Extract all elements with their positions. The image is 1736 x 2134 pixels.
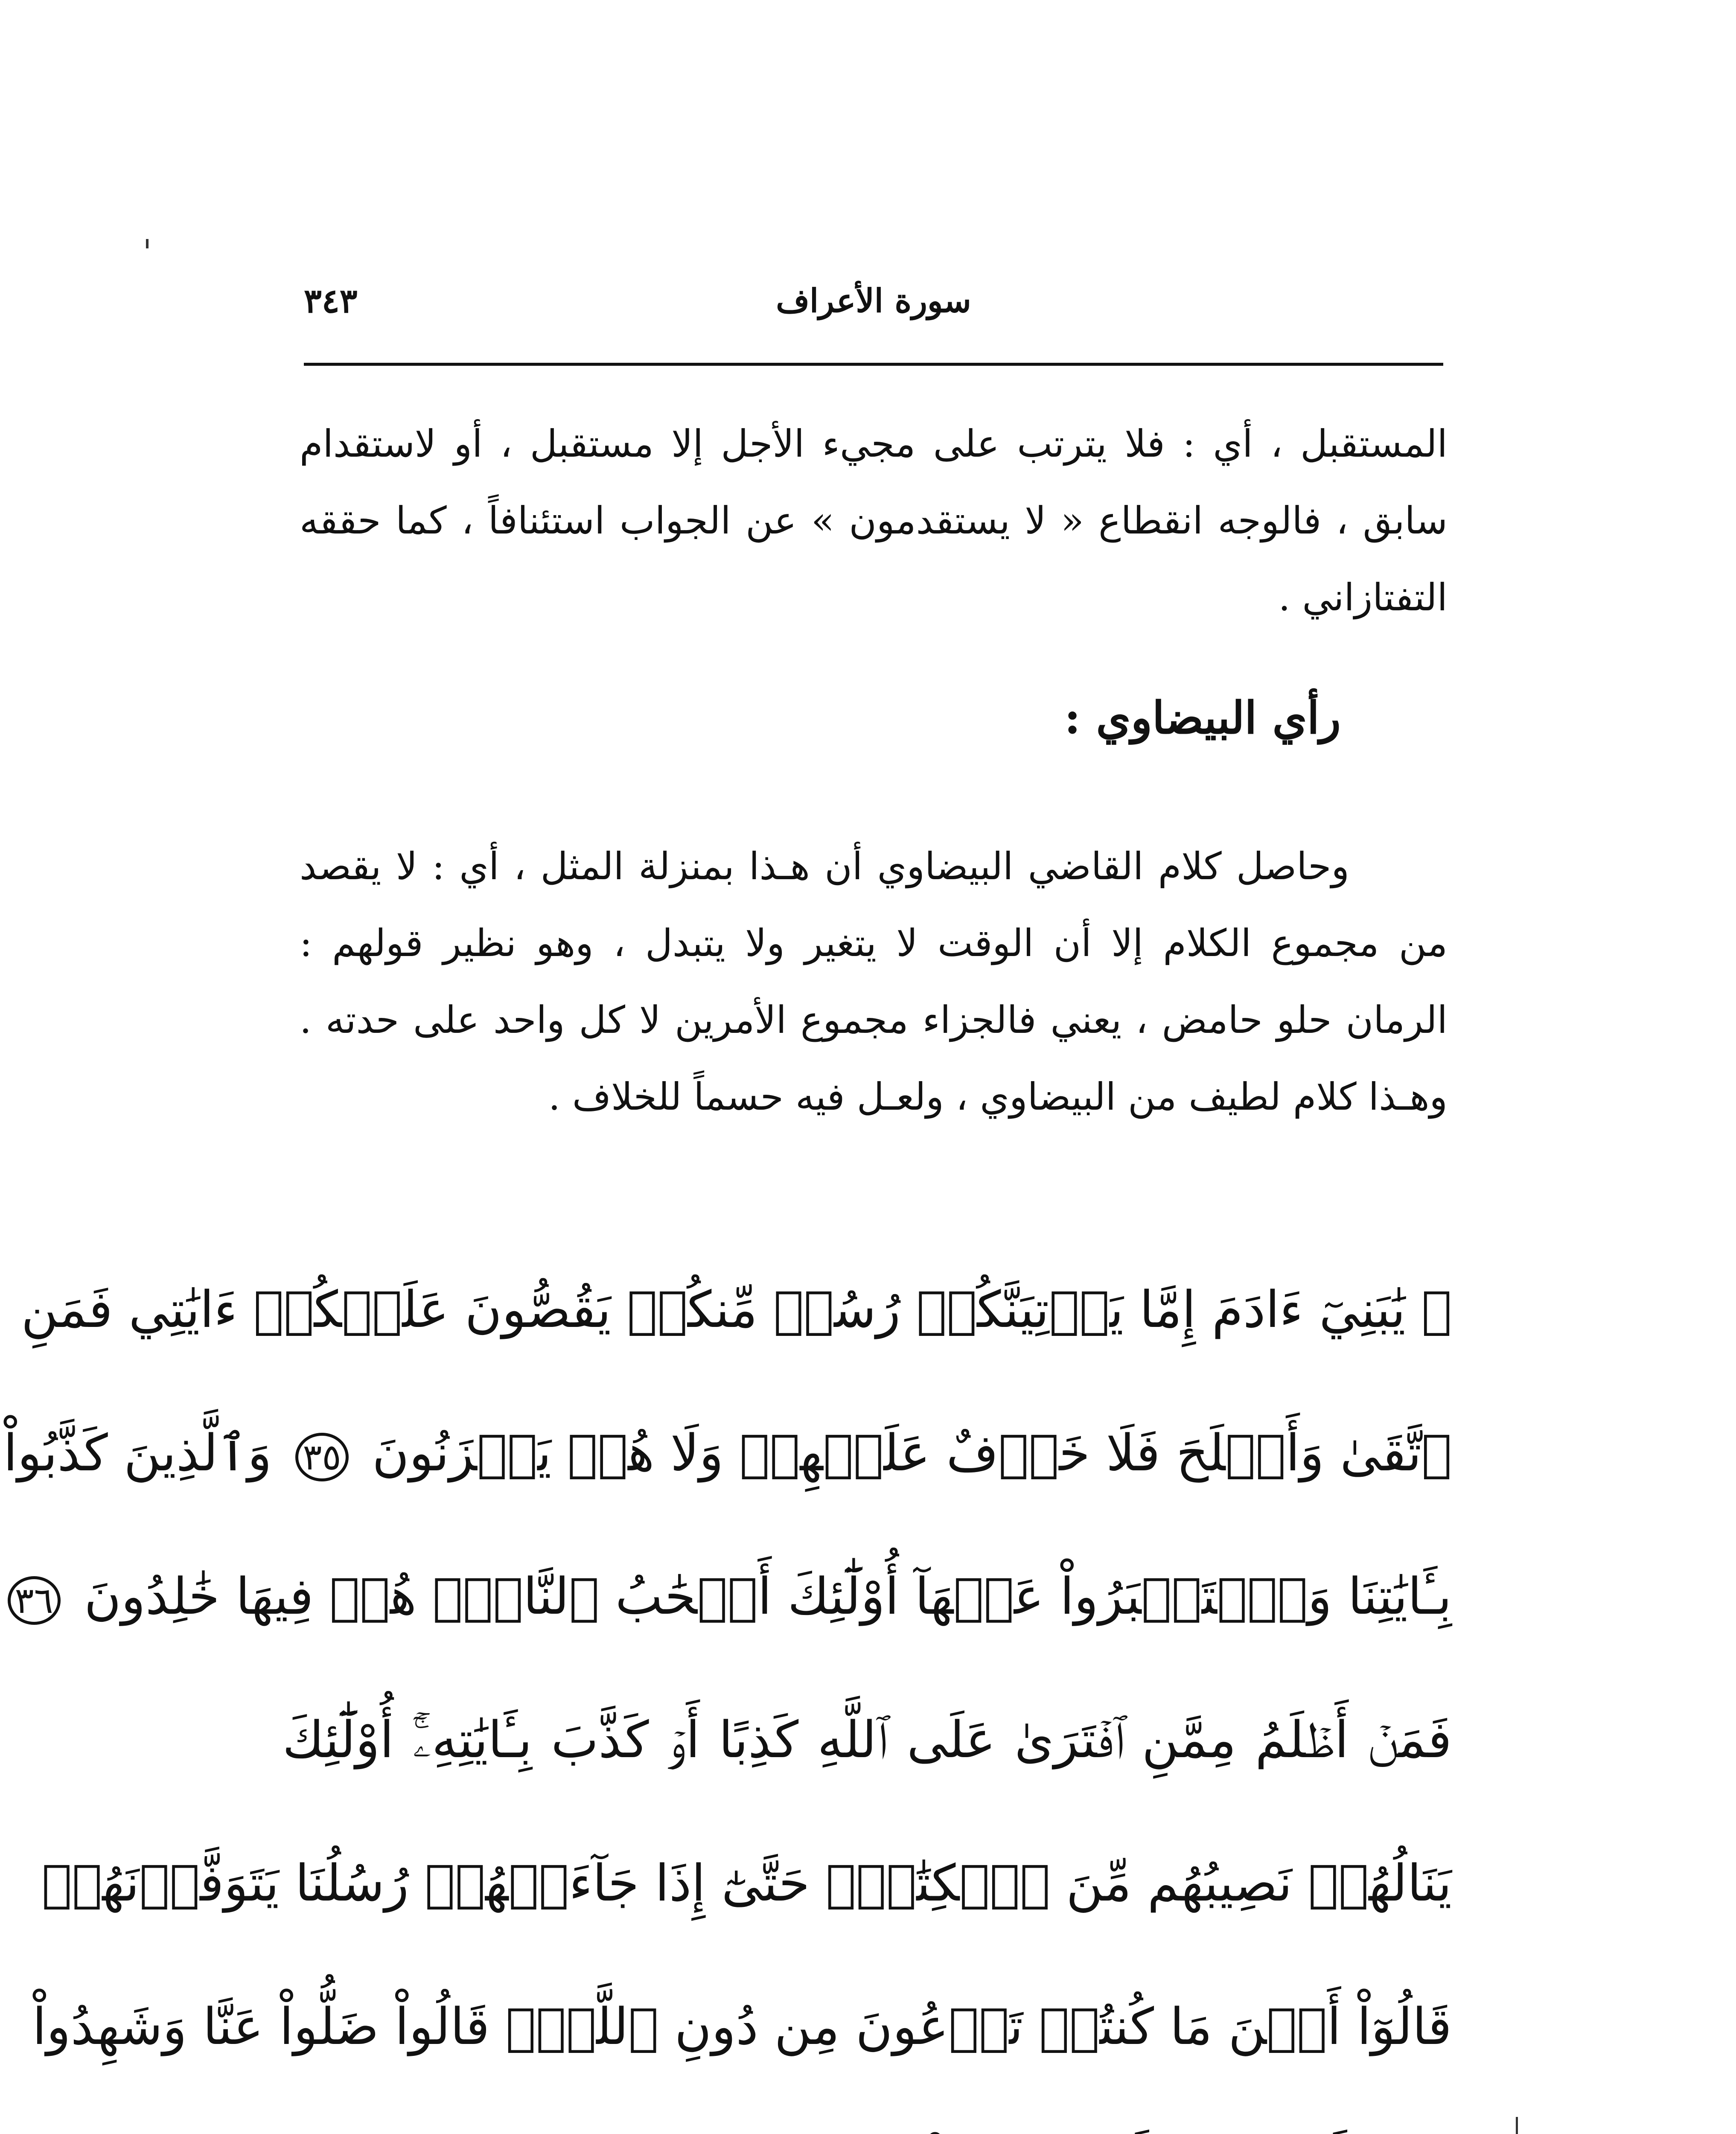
surah-title: سورة الأعراف bbox=[776, 282, 971, 320]
verse-text: يَنَالُهُمۡ نَصِيبُهُم مِّنَ ٱلۡكِتَٰبِۖ حَتَّىٰٓ إِذَا جَآءَتۡهُمۡ رُسُلُنَا يَتَوَفَّوۡنَهُمۡ bbox=[41, 1854, 1452, 1912]
quran-verse-block bbox=[3, 1238, 1452, 2134]
verse-line-5 bbox=[41, 1811, 1452, 1955]
verse-line-7 bbox=[283, 2098, 1452, 2134]
verse-line-4 bbox=[283, 1668, 1452, 1811]
verse-text: بِـَٔايَٰتِنَا وَٱسۡتَكۡبَرُواْ عَنۡهَآ أُوْلَٰٓئِكَ أَصۡحَٰبُ ٱلنَّارِۖ هُمۡ فِيهَا خَٰلِدُونَ bbox=[84, 1567, 1452, 1626]
verse-text: ٱتَّقَىٰ وَأَصۡلَحَ فَلَا خَوۡفٌ عَلَيۡهِمۡ وَلَا هُمۡ يَحۡزَنُونَ bbox=[372, 1423, 1452, 1482]
scan-speck bbox=[1516, 2117, 1518, 2134]
section-heading: رأي البيضاوي : bbox=[1064, 691, 1341, 744]
verse-text: ﴿ يَٰبَنِيٓ ءَادَمَ إِمَّا يَأۡتِيَنَّكُمۡ رُسُلٞ مِّنكُمۡ يَقُصُّونَ عَلَيۡكُمۡ ءَايَٰتِي فَمَنِ bbox=[21, 1280, 1452, 1339]
verse-text: قَالُوٓاْ أَيۡنَ مَا كُنتُمۡ تَدۡعُونَ مِن دُونِ ٱللَّهِۖ قَالُواْ ضَلُّواْ عَنَّا وَشَهِدُواْ bbox=[32, 1997, 1452, 2056]
header-divider bbox=[304, 363, 1443, 366]
ayah-number-marker: ٣٥ bbox=[295, 1433, 348, 1481]
ayah-number-marker: ٣٦ bbox=[8, 1576, 61, 1625]
verse-line-2 bbox=[3, 1381, 1452, 1525]
verse-text: فَمَنۡ أَظۡلَمُ مِمَّنِ ٱفۡتَرَىٰ عَلَى ٱللَّهِ كَذِبًا أَوۡ كَذَّبَ بِـَٔايَٰتِهِۦٓۚ أُوْلَٰٓئِكَ bbox=[283, 1710, 1452, 1769]
verse-line-3 bbox=[15, 1525, 1452, 1668]
verse-line-6 bbox=[32, 1955, 1452, 2098]
scanned-book-page bbox=[5, 0, 1736, 2134]
page-number: ٣٤٣ bbox=[304, 282, 358, 321]
scan-speck bbox=[146, 239, 149, 248]
running-header bbox=[304, 265, 1443, 337]
commentary-paragraph-2: وحاصل كلام القاضي البيضاوي أن هـذا بمنزلة المثل ، أي : لا يقصد من مجموع الكلام إلا أن الوقت لا يتغير ولا يتبدل ، وهو نظير قولهم : الرمان حلو حامض ، يعني فالجزاء مجموع الأمرين لا كل واحد على حدته . وهـذا كلام لطيف من البيضاوي ، ولعـل فيه حسماً للخلاف . bbox=[300, 844, 1448, 1119]
commentary-paragraph-1: المستقبل ، أي : فلا يترتب على مجيء الأجل إلا مستقبل ، أو لاستقدام سابق ، فالوجه انقطاع « لا يستقدمون » عن الجواب استئنافاً ، كما حققه التفتازاني . bbox=[300, 422, 1448, 619]
verse-text: وَٱلَّذِينَ كَذَّبُواْ bbox=[3, 1423, 272, 1482]
verse-line-1 bbox=[21, 1238, 1452, 1381]
